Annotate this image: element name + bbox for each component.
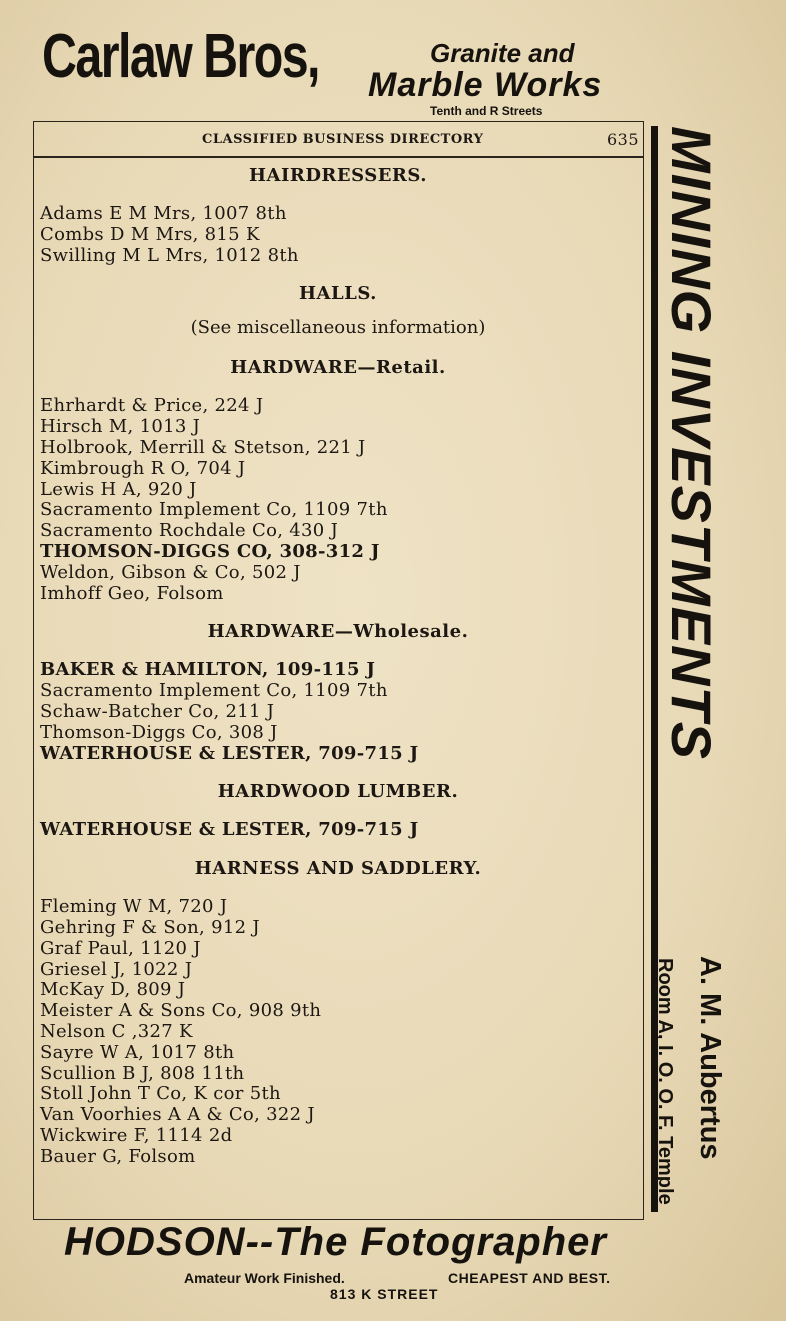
- list-item: Gehring F & Son, 912 J: [40, 916, 260, 938]
- list-item: Holbrook, Merrill & Stetson, 221 J: [40, 436, 366, 458]
- ad-hodson: HODSON--The Fotographer: [64, 1220, 607, 1264]
- list-item: McKay D, 809 J: [40, 979, 186, 1001]
- ad-hodson-cheapest: CHEAPEST AND BEST.: [448, 1270, 611, 1286]
- section-heading-hardwood-lumber: HARDWOOD LUMBER.: [217, 781, 459, 803]
- ad-marble-line: Marble Works: [368, 66, 603, 104]
- list-item: Weldon, Gibson & Co, 502 J: [40, 561, 301, 583]
- list-item: Imhoff Geo, Folsom: [40, 582, 224, 604]
- section-heading-hardware-retail: HARDWARE—Retail.: [230, 357, 446, 379]
- list-item: WATERHOUSE & LESTER, 709-715 J: [40, 819, 419, 841]
- listing-frame: [33, 121, 644, 1220]
- list-item: Thomson-Diggs Co, 308 J: [40, 721, 278, 743]
- ad-granite-line: Granite and: [430, 38, 575, 68]
- list-item: Griesel J, 1022 J: [40, 958, 193, 980]
- list-item: Sacramento Implement Co, 1109 7th: [40, 680, 388, 702]
- page-title: CLASSIFIED BUSINESS DIRECTORY: [202, 132, 484, 147]
- list-item: Graf Paul, 1120 J: [40, 937, 201, 959]
- list-item: WATERHOUSE & LESTER, 709-715 J: [40, 742, 419, 764]
- list-item: Fleming W M, 720 J: [40, 896, 228, 918]
- list-item: Nelson C ,327 K: [40, 1020, 193, 1042]
- list-item: Swilling M L Mrs, 1012 8th: [40, 244, 299, 266]
- list-item: THOMSON-DIGGS CO, 308-312 J: [40, 540, 380, 562]
- page-header: [34, 122, 643, 158]
- ad-mining-investments: MINING INVESTMENTS: [660, 126, 723, 761]
- section-heading-hairdressers: HAIRDRESSERS.: [248, 165, 428, 186]
- ad-address-line: Tenth and R Streets: [430, 104, 543, 118]
- directory-content: [40, 162, 636, 1168]
- list-item: Kimbrough R O, 704 J: [40, 457, 246, 479]
- list-item: Scullion B J, 808 11th: [40, 1062, 245, 1084]
- list-item: BAKER & HAMILTON, 109-115 J: [40, 659, 376, 681]
- list-item: Schaw-Batcher Co, 211 J: [40, 700, 275, 722]
- list-item: Stoll John T Co, K cor 5th: [40, 1083, 281, 1105]
- list-item: Van Voorhies A A & Co, 322 J: [40, 1104, 315, 1126]
- ad-aubertus-address: Room A, I. O. O. F. Temple: [654, 958, 676, 1205]
- list-item: Hirsch M, 1013 J: [40, 416, 201, 438]
- ad-carlaw-bros: Carlaw Bros,: [42, 22, 319, 91]
- list-item: Ehrhardt & Price, 224 J: [40, 395, 264, 417]
- ad-aubertus-name: A. M. Aubertus: [694, 956, 726, 1160]
- list-item: Combs D M Mrs, 815 K: [40, 223, 260, 245]
- list-item: Sayre W A, 1017 8th: [40, 1041, 235, 1063]
- halls-note: (See miscellaneous information): [190, 317, 486, 339]
- section-heading-hardware-wholesale: HARDWARE—Wholesale.: [207, 621, 469, 643]
- list-item: Sacramento Implement Co, 1109 7th: [40, 499, 388, 521]
- list-item: Bauer G, Folsom: [40, 1145, 196, 1167]
- ad-hodson-amateur: Amateur Work Finished.: [184, 1270, 345, 1286]
- list-item: Sacramento Rochdale Co, 430 J: [40, 520, 339, 542]
- list-item: Meister A & Sons Co, 908 9th: [40, 1000, 322, 1022]
- page-number: 635: [606, 130, 639, 149]
- list-item: Adams E M Mrs, 1007 8th: [40, 203, 287, 224]
- section-heading-halls: HALLS.: [299, 283, 377, 305]
- list-item: Wickwire F, 1114 2d: [40, 1124, 233, 1146]
- section-heading-harness: HARNESS AND SADDLERY.: [194, 858, 482, 880]
- ad-hodson-address: 813 K STREET: [330, 1286, 439, 1302]
- list-item: Lewis H A, 920 J: [40, 478, 197, 500]
